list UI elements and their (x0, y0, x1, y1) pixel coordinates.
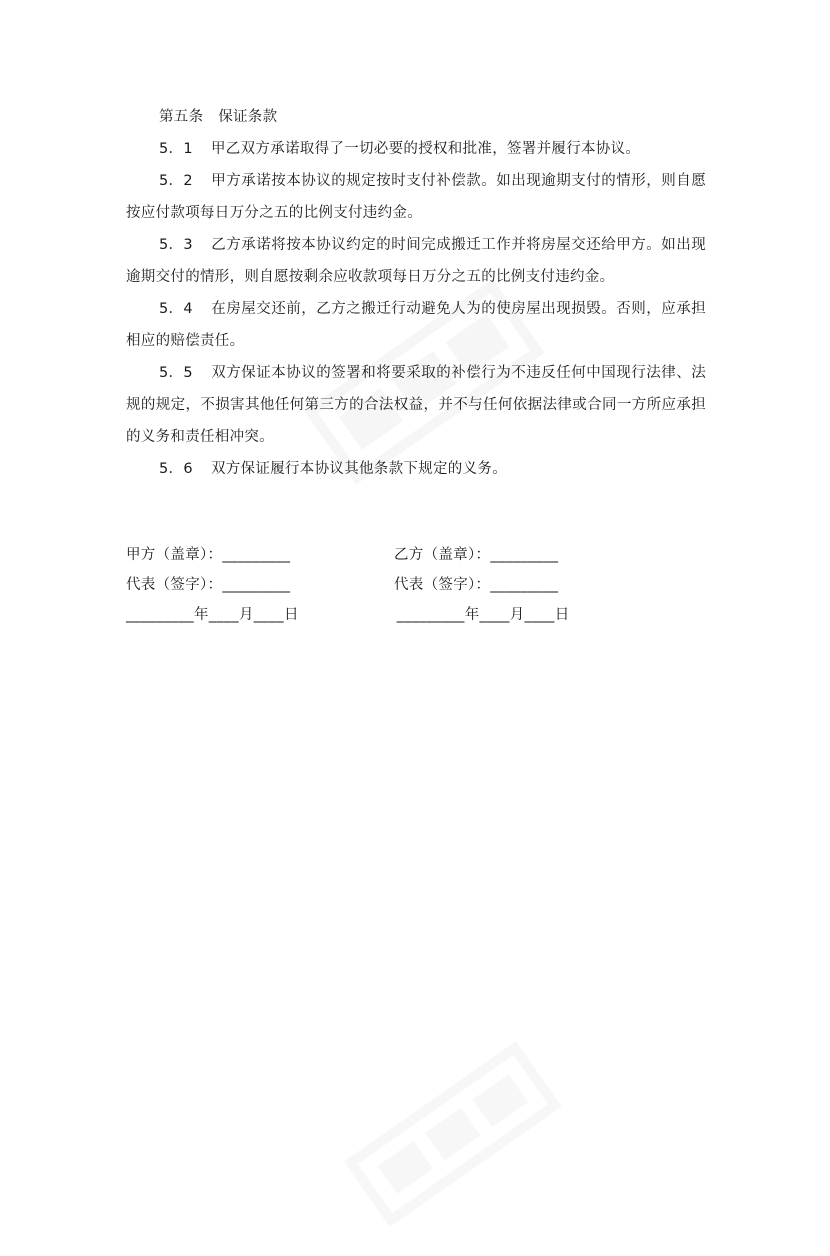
party-a-representative-line: 代表（签字）：_________ (126, 577, 291, 593)
clause-number: 5．3 (159, 237, 193, 253)
clause-number: 5．6 (159, 461, 193, 477)
article-heading: 第五条 保证条款 (159, 109, 278, 125)
clause-5-2 (126, 165, 706, 229)
clause-number: 5．4 (159, 301, 193, 317)
clause-text: 甲乙双方承诺取得了一切必要的授权和批准，签署并履行本协议。 (211, 141, 641, 157)
clause-5-5 (126, 357, 706, 453)
party-b-representative-line: 代表（签字）：_________ (394, 577, 559, 593)
clause-number: 5．1 (159, 141, 193, 157)
clause-5-1 (126, 133, 706, 165)
clause-number: 5．2 (159, 173, 193, 189)
party-b-date-line: _________年____月____日 (396, 607, 570, 623)
party-a-date-line: _________年____月____日 (126, 607, 299, 623)
clause-text: 乙方承诺将按本协议约定的时间完成搬迁工作并将房屋交还给甲方。如出现逾期交付的情形，则自愿按剩余应收款项每日万分之五的比例支付违约金。 (126, 237, 706, 285)
party-b-seal-line: 乙方（盖章）：_________ (394, 547, 559, 563)
clause-text: 双方保证履行本协议其他条款下规定的义务。 (211, 461, 507, 477)
clause-5-6 (126, 453, 706, 485)
clause-text: 双方保证本协议的签署和将要采取的补偿行为不违反任何中国现行法律、法规的规定，不损害其他任何第三方的合法权益，并不与任何依据法律或合同一方所应承担的义务和责任相冲突。 (126, 365, 706, 445)
signature-block (126, 540, 626, 630)
clause-5-3 (126, 229, 706, 293)
representative-row (126, 570, 626, 600)
watermark-logo-bottom (312, 1004, 589, 1256)
clause-5-4 (126, 293, 706, 357)
clause-number: 5．5 (159, 365, 193, 381)
clause-text: 在房屋交还前，乙方之搬迁行动避免人为的使房屋出现损毁。否则，应承担相应的赔偿责任。 (126, 301, 706, 349)
party-a-seal-line: 甲方（盖章）：_________ (126, 547, 291, 563)
date-row (126, 600, 626, 630)
article-body (126, 101, 706, 485)
clause-text: 甲方承诺按本协议的规定按时支付补偿款。如出现逾期支付的情形，则自愿按应付款项每日万分之五的比例支付违约金。 (126, 173, 706, 221)
seal-row (126, 540, 626, 570)
